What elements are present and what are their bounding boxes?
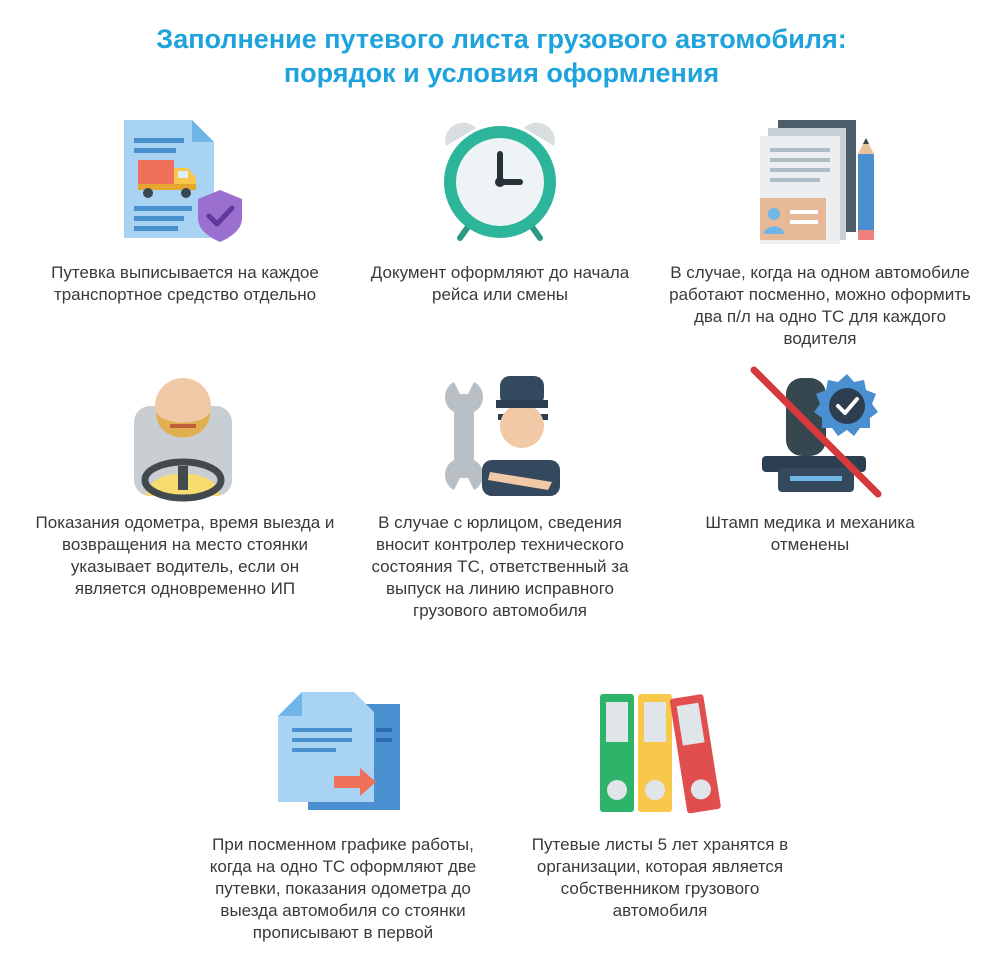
title-line-2: порядок и условия оформления <box>283 58 720 88</box>
page-title <box>0 22 1003 90</box>
item-3-caption: В случае, когда на одном автомобиле работают посменно, можно оформить два п/л на одно ТС для каждого водителя <box>669 263 971 348</box>
item-8-caption: Путевые листы 5 лет хранятся в организации, которая является собственником грузового автомобиля <box>531 835 789 920</box>
item-2-caption: Документ оформляют до начала рейса или смены <box>370 263 630 304</box>
alarm-clock-icon <box>440 120 560 242</box>
document-transfer-icon <box>276 692 402 812</box>
documents-pencil-icon <box>758 118 882 244</box>
mechanic-wrench-icon <box>440 374 562 496</box>
item-7-caption: При посменном графике работы, когда на одно ТС оформляют две путевки, показания одометра до выезда автомобиля со стоянки прописывают в первой <box>209 835 477 942</box>
binders-icon <box>598 692 724 814</box>
item-5-caption: В случае с юрлицом, сведения вносит контролер технического состояния ТС, ответственный за выпуск на линию исправного грузового автомобиля <box>371 513 629 620</box>
item-4-caption: Показания одометра, время выезда и возвращения на место стоянки указывает водитель, если он является одновременно ИП <box>35 513 335 598</box>
item-1-caption: Путевка выписывается на каждое транспортное средство отдельно <box>51 263 319 304</box>
item-6-caption: Штамп медика и механика отменены <box>705 513 915 554</box>
driver-icon <box>132 370 234 496</box>
title-line-1: Заполнение путевого листа грузового автомобиля: <box>156 24 847 54</box>
document-truck-shield-icon <box>120 120 250 245</box>
crossed-stamp-icon <box>750 368 882 500</box>
